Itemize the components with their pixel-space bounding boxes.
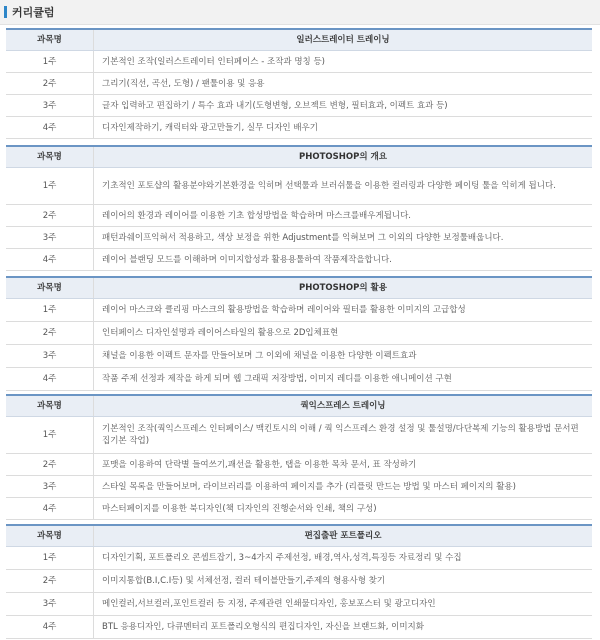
week-cell: 4주 [6, 249, 94, 270]
description-cell: 기본적인 조작(일러스트레이터 인터페이스 - 조작과 명칭 등) [102, 56, 325, 67]
table-header [6, 30, 592, 51]
week-cell: 4주 [6, 498, 94, 519]
week-cell: 1주 [6, 168, 94, 204]
description-cell: 포맷을 이용하여 단락별 들여쓰기,괘선을 활용한, 탭을 이용한 목차 문서, 표 작성하기 [102, 459, 417, 470]
table-row [6, 299, 592, 322]
week-cell: 4주 [6, 616, 94, 638]
week-cell: 1주 [6, 51, 94, 72]
table-row [6, 547, 592, 570]
description-cell: 레이어의 환경과 레이어를 이용한 기초 합성방법을 학습하며 마스크를배우게됩니다. [102, 210, 412, 221]
course-title: PHOTOSHOP의 개요 [299, 152, 387, 162]
table-row [6, 205, 592, 227]
table-row [6, 570, 592, 593]
course-title: PHOTOSHOP의 활용 [299, 283, 387, 293]
course-title: 일러스트레이터 트레이닝 [296, 35, 390, 45]
week-cell: 3주 [6, 227, 94, 248]
week-cell: 3주 [6, 476, 94, 497]
table-row [6, 249, 592, 271]
description-cell: 메인컬러,서브컬러,포인트컬러 등 지정, 주제관련 인쇄물디자인, 홍보포스터 및 광고디자인 [102, 599, 436, 609]
week-cell: 2주 [6, 205, 94, 226]
week-cell: 1주 [6, 299, 94, 321]
column-header-subject: 과목명 [6, 396, 94, 416]
week-cell: 3주 [6, 345, 94, 367]
column-header-subject: 과목명 [6, 147, 94, 167]
description-cell: 레이어 블랜딩 모드를 이해하며 이미지합성과 활용용툴하여 작품제작을합니다. [102, 254, 392, 265]
table-row [6, 593, 592, 616]
week-cell: 1주 [6, 417, 94, 453]
description-cell: 작품 주제 선정과 제작을 하게 되며 웹 그래픽 저장방법, 이미지 레디를 이용한 애니메이션 구현 [102, 374, 452, 384]
description-cell: 인터페이스 디자인설명과 레이어스타일의 활용으로 2D입체표현 [102, 328, 339, 338]
table-header [6, 147, 592, 168]
week-cell: 3주 [6, 593, 94, 615]
column-header-subject: 과목명 [6, 278, 94, 298]
table-row [6, 322, 592, 345]
course-table-illustrator [6, 28, 592, 139]
description-cell: 디자인기획, 포트폴리오 콘셉트잡기, 3~4가지 주제선정, 배경,역사,성격,특징등 자료정리 및 수집 [102, 553, 462, 563]
course-table-photoshop-overview [6, 145, 592, 271]
description-cell: 디자인제작하기, 캐릭터와 광고만들기, 실무 디자인 배우기 [102, 122, 318, 133]
week-cell: 1주 [6, 547, 94, 569]
week-cell: 2주 [6, 73, 94, 94]
course-table-editorial-portfolio [6, 524, 592, 639]
table-header [6, 526, 592, 547]
table-row [6, 73, 592, 95]
table-row [6, 454, 592, 476]
description-cell: 이미지통합(B.I,C.I등) 및 서체선정, 컬러 테이블만들기,주제의 형용사형 찾기 [102, 576, 386, 586]
table-header [6, 396, 592, 417]
description-cell: 기초적인 포토샵의 활용분야와기본환경을 익히며 선택툴과 브러쉬툴을 이용한 컬러링과 다양한 페이팅 툴을 익히게 됩니다. [102, 181, 556, 191]
course-table-quarkxpress [6, 394, 592, 520]
description-cell: 마스터페이지를 이용한 북디자인(책 디자인의 진행순서와 인쇄, 책의 구성) [102, 503, 377, 514]
description-cell: 레이어 마스크와 클리핑 마스크의 활용방법을 학습하며 레이어와 필터를 활용한 이미지의 고급합성 [102, 305, 466, 315]
course-table-photoshop-application [6, 276, 592, 391]
description-cell: 채널을 이용한 이펙트 문자를 만들어보며 그 이외에 채널을 이용한 다양한 이펙트효과 [102, 351, 417, 361]
section-marker-icon [4, 6, 7, 18]
week-cell: 2주 [6, 570, 94, 592]
week-cell: 3주 [6, 95, 94, 116]
description-cell: 기본적인 조작(쿽익스프레스 인터페이스/ 맥킨토시의 이해 / 쿽 익스프레스 환경 설정 및 툴설명/다단복제 기능의 활용방법 문서편집기본 작업) [102, 424, 579, 446]
table-row [6, 227, 592, 249]
section-title: 커리큘럼 [12, 6, 55, 19]
table-row [6, 476, 592, 498]
table-header [6, 278, 592, 299]
column-header-subject: 과목명 [6, 526, 94, 546]
table-row [6, 616, 592, 639]
week-cell: 4주 [6, 117, 94, 138]
description-cell: 패턴과쉐이프익혀서 적용하고, 색상 보정을 위한 Adjustment를 익혀보며 그 이외의 다양한 보정툴배웁니다. [102, 232, 504, 243]
table-row [6, 117, 592, 139]
description-cell: BTL 응용디자인, 다큐멘터리 포트폴리오형식의 편집디자인, 자신을 브랜드화, 이미지화 [102, 622, 424, 632]
course-title: 쿽익스프레스 트레이닝 [300, 401, 386, 411]
week-cell: 2주 [6, 322, 94, 344]
table-row [6, 498, 592, 520]
description-cell: 글자 입력하고 편집하기 / 특수 효과 내기(도형변형, 오브젝트 변형, 필터효과, 이펙트 효과 등) [102, 100, 448, 111]
description-cell: 스타일 목록을 만들어보며, 라이브러리를 이용하여 페이지를 추가 (리플릿 만드는 방법 및 마스터 페이지의 활용) [102, 481, 516, 492]
column-header-subject: 과목명 [6, 30, 94, 50]
section-header [0, 0, 600, 25]
description-cell: 그리기(직선, 곡선, 도형) / 팬툴이용 및 응용 [102, 78, 265, 89]
week-cell: 4주 [6, 368, 94, 390]
table-row [6, 95, 592, 117]
table-row [6, 417, 592, 454]
table-row [6, 345, 592, 368]
table-row [6, 168, 592, 205]
week-cell: 2주 [6, 454, 94, 475]
course-title: 편집출판 포트폴리오 [304, 531, 382, 541]
table-row [6, 51, 592, 73]
table-row [6, 368, 592, 391]
